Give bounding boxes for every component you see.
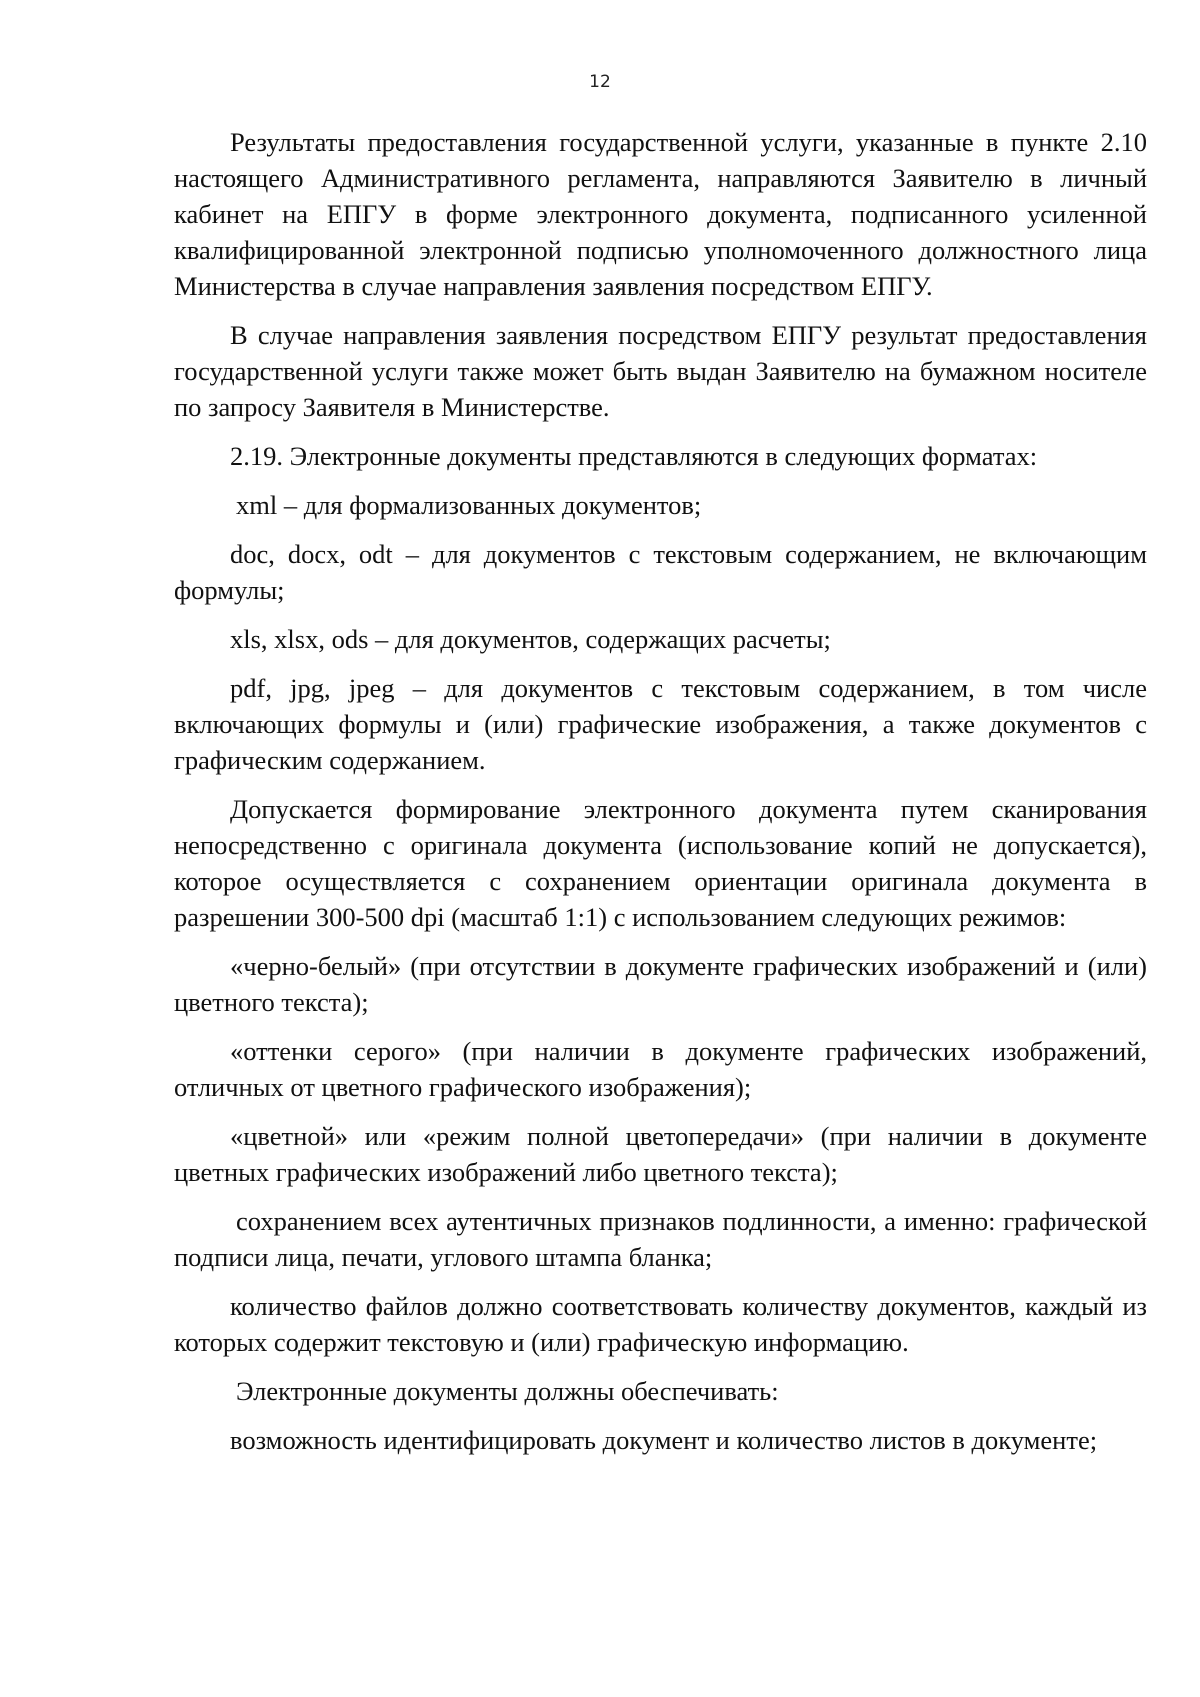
paragraph-mode-color: «цветной» или «режим полной цветопередачи» (при наличии в документе цветных графических изображений либо цветного текста); bbox=[174, 1121, 1147, 1187]
paragraph-format-pdf: pdf, jpg, jpeg – для документов с текстовым содержанием, в том числе включающих формулы и (или) графические изображения, а также документов с графическим содержанием. bbox=[174, 673, 1147, 775]
paragraph-format-xls: xls, xlsx, ods – для документов, содержащих расчеты; bbox=[230, 624, 831, 654]
page-number: 12 bbox=[589, 72, 611, 92]
paragraph-paper-result: В случае направления заявления посредством ЕПГУ результат предоставления государственной услуги также может быть выдан Заявителю на бумажном носителе по запросу Заявителя в Министерстве. bbox=[174, 320, 1147, 422]
paragraph-authenticity: сохранением всех аутентичных признаков подлинности, а именно: графической подписи лица, печати, углового штампа бланка; bbox=[174, 1206, 1147, 1272]
paragraph-format-xml: xml – для формализованных документов; bbox=[236, 490, 702, 520]
paragraph-scanning: Допускается формирование электронного документа путем сканирования непосредственно с оригинала документа (использование копий не допускается), которое осуществляется с сохранением ориентации оригинала документа в разрешении 300-500 dpi (масштаб 1:1) с использованием следующих режимов: bbox=[174, 794, 1147, 932]
paragraph-mode-bw: «черно-белый» (при отсутствии в документе графических изображений и (или) цветного текста); bbox=[174, 951, 1147, 1017]
paragraph-results-delivery: Результаты предоставления государственной услуги, указанные в пункте 2.10 настоящего Административного регламента, направляются Заявителю в личный кабинет на ЕПГУ в форме электронного документа, подписанного усиленной квалифицированной электронной подписью уполномоченного должностного лица Министерства в случае направления заявления посредством ЕПГУ. bbox=[174, 127, 1147, 301]
paragraph-identify-document: возможность идентифицировать документ и количество листов в документе; bbox=[230, 1425, 1098, 1455]
paragraph-file-count: количество файлов должно соответствовать количеству документов, каждый из которых содержит текстовую и (или) графическую информацию. bbox=[174, 1291, 1147, 1357]
paragraph-mode-grayscale: «оттенки серого» (при наличии в документе графических изображений, отличных от цветного графического изображения); bbox=[174, 1036, 1147, 1102]
paragraph-requirements-heading: Электронные документы должны обеспечивать: bbox=[236, 1376, 779, 1406]
paragraph-formats-heading: 2.19. Электронные документы представляются в следующих форматах: bbox=[230, 441, 1038, 471]
document-body bbox=[174, 124, 1147, 1471]
paragraph-format-doc: doc, docx, odt – для документов с текстовым содержанием, не включающим формулы; bbox=[174, 539, 1147, 605]
